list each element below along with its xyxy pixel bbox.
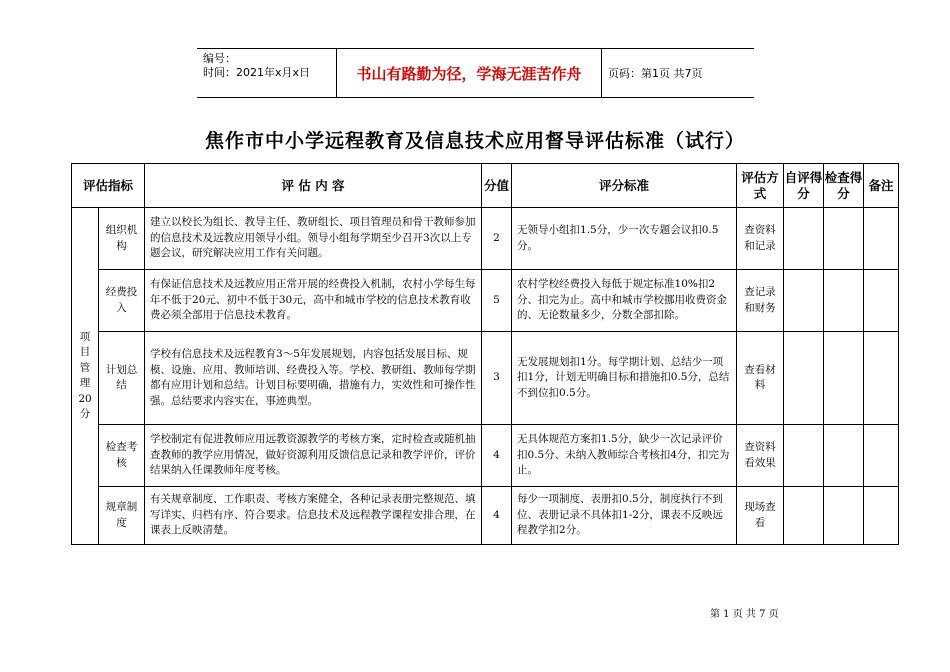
page-footer: 第 1 页 共 7 页 (710, 609, 779, 620)
header-score: 分值 (482, 164, 512, 208)
row-note[interactable] (864, 487, 899, 545)
header-content: 评 估 内 容 (145, 164, 482, 208)
row-method: 查看材料 (737, 332, 784, 425)
time-label: 时间：2021年x月x日 (203, 66, 311, 79)
row-criteria: 无发展规划扣1分。每学期计划、总结少一项扣1分，计划无明确目标和措施扣0.5分，总结不到位扣0.5分。 (512, 332, 737, 425)
table-header-row (72, 164, 899, 208)
header-note: 备注 (864, 164, 899, 208)
row-method: 查资料看效果 (737, 425, 784, 487)
row-sub-indicator: 组织机构 (99, 208, 145, 270)
header-page-code: 页码：第1页 共7页 (608, 67, 703, 80)
row-score: 4 (482, 425, 512, 487)
number-label: 编号： (203, 52, 236, 65)
row-self-score[interactable] (784, 425, 824, 487)
row-criteria: 农村学校经费投入每低于规定标准10%扣2分、扣完为止。高中和城市学校挪用收费资金的、无论数量多少，分数全部扣除。 (512, 270, 737, 332)
row-note[interactable] (864, 332, 899, 425)
row-criteria: 无具体规范方案扣1.5分，缺少一次记录评价扣0.5分、未纳入教师综合考核扣4分，扣完为止。 (512, 425, 737, 487)
row-method: 查记录和财务 (737, 270, 784, 332)
table-row (72, 270, 899, 332)
row-content: 有保证信息技术及远教应用正常开展的经费投入机制，农村小学每生每年不低于20元、初中不低于30元，高中和城市学校的信息技术教育收费必须全部用于信息技术教育。 (145, 270, 482, 332)
row-note[interactable] (864, 208, 899, 270)
table-row (72, 332, 899, 425)
row-self-score[interactable] (784, 487, 824, 545)
row-content: 建立以校长为组长、教导主任、教研组长、项目管理员和骨干教师参加的信息技术及远教应用领导小组。领导小组每学期至少召开3次以上专题会议，研究解决应用工作有关问题。 (145, 208, 482, 270)
header-method: 评估方式 (737, 164, 784, 208)
row-note[interactable] (864, 270, 899, 332)
document-header (197, 48, 754, 98)
row-sub-indicator: 检查考核 (99, 425, 145, 487)
row-content: 学校制定有促进教师应用远教资源教学的考核方案，定时检查或随机抽查教师的教学应用情况，做好资源利用反馈信息记录和教学评价，评价结果纳入任课教师年度考核。 (145, 425, 482, 487)
row-method: 查资料和记录 (737, 208, 784, 270)
row-check-score[interactable] (824, 425, 864, 487)
row-content: 学校有信息技术及远程教育3～5年发展规划，内容包括发展目标、规模、设施、应用、教师培训、经费投入等。学校、教研组、教师每学期都有应用计划和总结。计划目标要明确，措施有力，实效性和可操作性强。总结要求内容实在，事迹典型。 (145, 332, 482, 425)
row-check-score[interactable] (824, 270, 864, 332)
document-title: 焦作市中小学远程教育及信息技术应用督导评估标准（试行） (204, 130, 745, 152)
table-row (72, 425, 899, 487)
group-label: 项 目 管 理 20 分 (72, 208, 99, 545)
row-check-score[interactable] (824, 487, 864, 545)
row-sub-indicator: 经费投入 (99, 270, 145, 332)
row-self-score[interactable] (784, 332, 824, 425)
table-row (72, 208, 899, 270)
table-row (72, 487, 899, 545)
row-self-score[interactable] (784, 270, 824, 332)
row-content: 有关规章制度、工作职责、考核方案健全，各种记录表册完整规范、填写详实、归档有序、符合要求。信息技术及远程教学课程安排合理，在课表上反映清楚。 (145, 487, 482, 545)
row-score: 4 (482, 487, 512, 545)
header-criteria: 评分标准 (512, 164, 737, 208)
row-score: 5 (482, 270, 512, 332)
row-sub-indicator: 计划总结 (99, 332, 145, 425)
row-method: 现场查看 (737, 487, 784, 545)
row-sub-indicator: 规章制度 (99, 487, 145, 545)
header-self-score: 自评得分 (784, 164, 824, 208)
header-indicator: 评估指标 (72, 164, 145, 208)
row-criteria: 每少一项制度、表册扣0.5分，制度执行不到位、表册记录不具体扣1-2分，课表不反映远程教学扣2分。 (512, 487, 737, 545)
header-check-score: 检查得分 (824, 164, 864, 208)
evaluation-table (71, 163, 899, 545)
row-score: 2 (482, 208, 512, 270)
row-score: 3 (482, 332, 512, 425)
header-motto: 书山有路勤为径，学海无涯苦作舟 (337, 49, 602, 97)
row-check-score[interactable] (824, 208, 864, 270)
row-self-score[interactable] (784, 208, 824, 270)
row-criteria: 无领导小组扣1.5分，少一次专题会议扣0.5分。 (512, 208, 737, 270)
row-note[interactable] (864, 425, 899, 487)
header-meta (197, 49, 337, 97)
row-check-score[interactable] (824, 332, 864, 425)
